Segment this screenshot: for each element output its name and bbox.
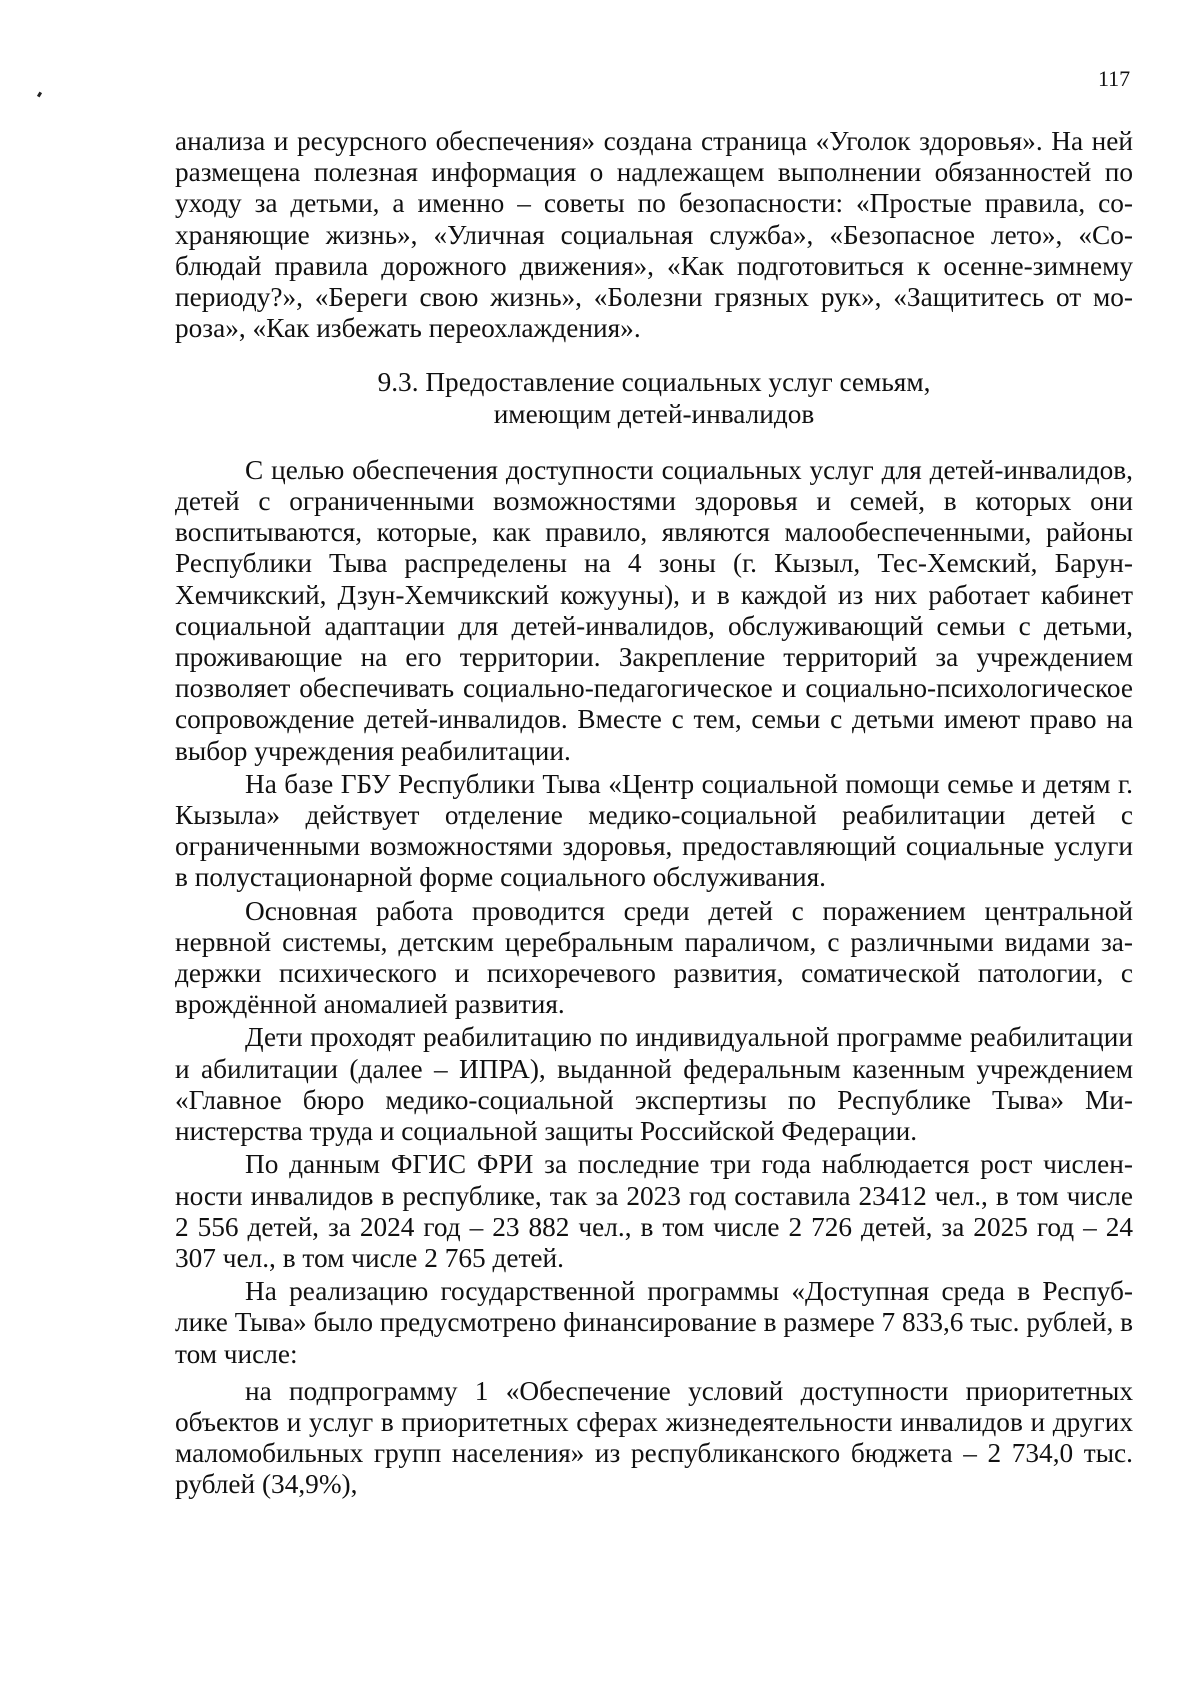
paragraph-statistics: По данным ФГИС ФРИ за последние три года наблюдается рост численности инвалидов в республике, так за 2023 год составила 23412 чел., в том числе 2 556 детей, за 2024 год – 23 882 чел., в том числе 2 726 детей, за 2025 год – 24 307 чел., в том числе 2 765 детей.	[175, 1149, 1133, 1273]
paragraph-subprogram-1: на подпрограмму 1 «Обеспечение условий доступности приоритетных объектов и услуг в приоритетных сферах жизнедеятельности инвалидов и других маломобильных групп населения» из республиканского бюджета – 2 734,0 тыс. рублей (34,9%),	[175, 1375, 1133, 1500]
section-heading	[175, 367, 1133, 429]
section-heading-line-1: 9.3. Предоставление социальных услуг семьям,	[377, 367, 931, 398]
paragraph-main-work: Основная работа проводится среди детей с поражением центральной нервной системы, детским церебральным параличом, с различными видами задержки психического и психоречевого развития, соматической патологии, с врождённой аномалией развития.	[175, 895, 1133, 1020]
scan-mark	[37, 92, 42, 98]
document-body	[175, 126, 1133, 1501]
paragraph-center: На базе ГБУ Республики Тыва «Центр социальной помощи семье и детям г. Кызыла» действует отделение медико-социальной реабилитации детей с ограниченными возможностями здоровья, предоставляющий социальные услуги в полустационарной форме социального обслуживания.	[175, 768, 1133, 893]
paragraph-zones: С целью обеспечения доступности социальных услуг для детей-инвалидов, детей с ограниченными возможностями здоровья и семей, в которых они воспитываются, которые, как правило, являются малообеспеченными, районы Республики Тыва распределены на 4 зоны (г. Кызыл, Тес-Хемский, Барун-Хемчикский, Дзун-Хемчикский кожууны), и в каждой из них работает кабинет социальной адаптации для детей-инвалидов, обслуживающий семьи с детьми, проживающие на его территории. Закрепление территорий за учреждением позволяет обеспечивать социально-педагогическое и социально-психологическое сопровождение детей-инвалидов. Вместе с тем, семьи с детьми имеют право на выбор учреждения реабилитации.	[175, 454, 1133, 766]
paragraph-continued: анализа и ресурсного обеспечения» создана страница «Уголок здоровья». На ней размещена полезная информация о надлежащем выполнении обязанностей по уходу за детьми, а именно – советы по безопасности: «Простые правила, сохраняющие жизнь», «Уличная социальная служба», «Безопасное лето», «Соблюдай правила дорожного движения», «Как подготовиться к осенне-зимнему периоду?», «Береги свою жизнь», «Болезни грязных рук», «Защититесь от мороза», «Как избежать переохлаждения».	[175, 126, 1133, 344]
paragraph-ipra: Дети проходят реабилитацию по индивидуальной программе реабилитации и абилитации (далее – ИПРА), выданной федеральным казенным учреждением «Главное бюро медико-социальной экспертизы по Республике Тыва» Министерства труда и социальной защиты Российской Федерации.	[175, 1022, 1133, 1147]
section-heading-line-2: имеющим детей-инвалидов	[493, 398, 815, 429]
paragraph-program-funding: На реализацию государственной программы «Доступная среда в Республике Тыва» было предусмотрено финансирование в размере 7 833,6 тыс. рублей, в том числе:	[175, 1276, 1133, 1369]
page-number: 117	[1098, 66, 1131, 91]
